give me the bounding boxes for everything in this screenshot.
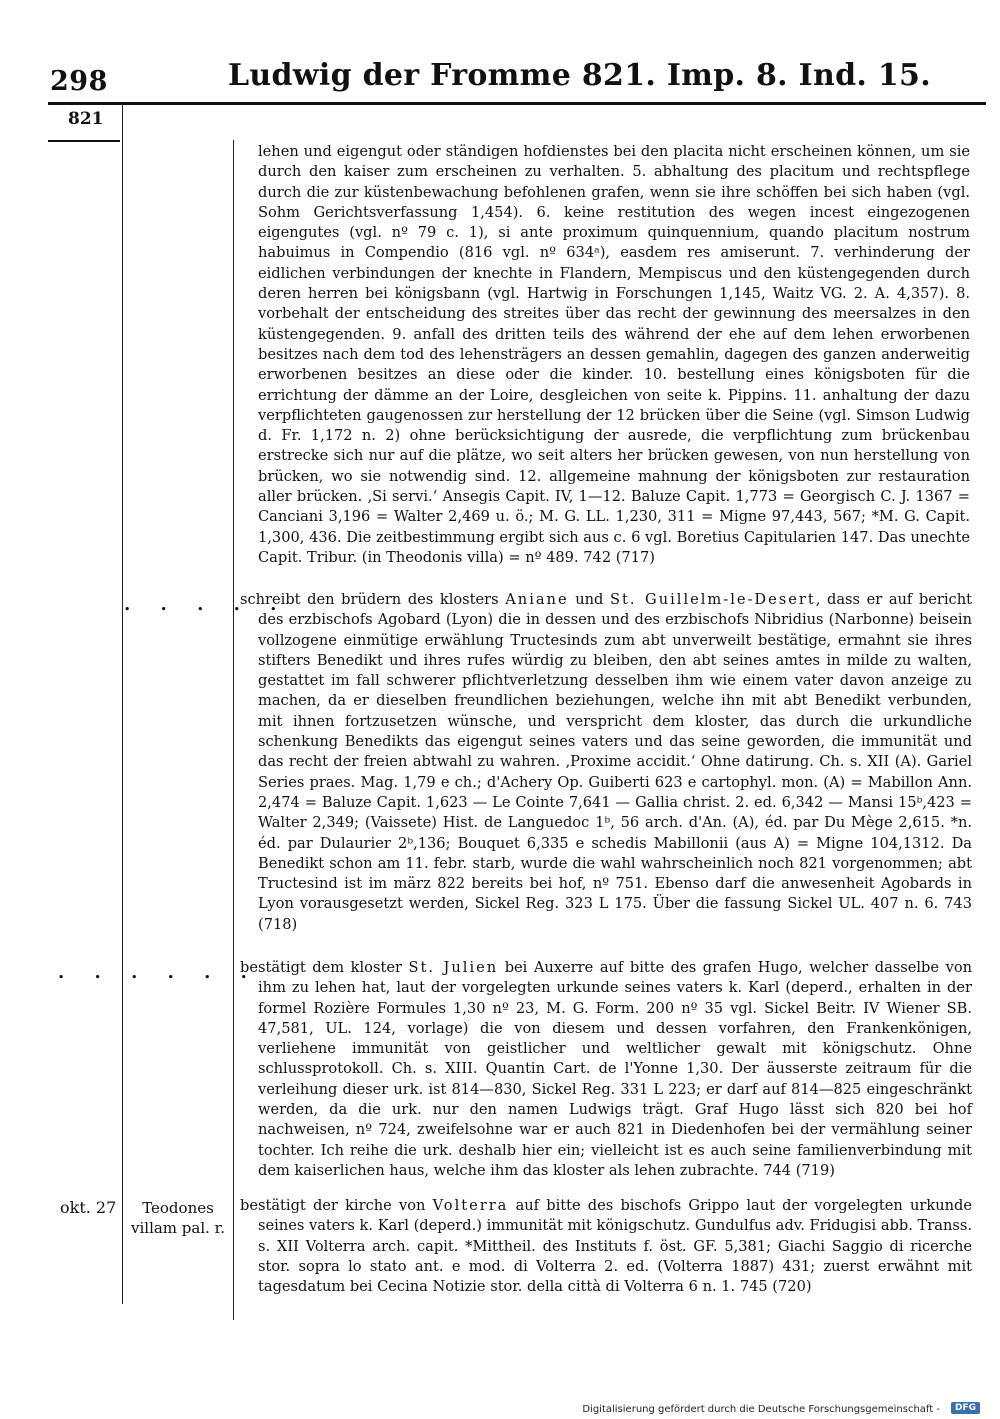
entry-743-place-aniane: Aniane [505,591,569,608]
page-number: 298 [50,66,108,97]
year-underline [48,140,120,142]
entry-745-place: Teodones villam pal. r. [131,1199,225,1237]
entry-744-place: St. Julien [408,959,499,976]
entry-745-body: auf bitte des bischofs Grippo laut der vorgelegten urkunde seines vaters k. Karl (deperd.) immunität mit königschutz. Gundulfus adv. Fridugisi abb. Transs. s. XII Volterra arch. capit. *Mittheil. des Instituts f. öst. GF. 5,381; Giachi Saggio di ricerche stor. sopra lo stato ant. e mod. di Volterra 2. ed. (Volterra 1887) 431; zuerst erwähnt mit tagesdatum bei Cecina Notizie stor. della città di Volterra 6 n. 1. 745 (720) [258,1197,972,1296]
entry-744-lead: bestätigt dem kloster [240,959,409,976]
entry-743-mid: und [568,591,610,608]
header-rule [48,102,986,105]
running-title: Ludwig der Fromme 821. Imp. 8. Ind. 15. [228,58,931,93]
entry-744-margin-dots: . . . . . . [58,962,259,983]
date-column-rule [122,104,123,1304]
dfg-logo: DFG [951,1402,980,1414]
entry-743-text [240,590,972,935]
entry-742-text: lehen und eigengut oder ständigen hofdienstes bei den placita nicht erscheinen können, um sie durch den kaiser zum erscheinen zu verhalten. 5. abhaltung des placitum und rechtspflege durch die zur küstenbewachung befohlenen grafen, wenn sie ihre schöffen bei sich haben (vgl. Sohm Gerichtsverfassung 1,454). 6. keine restitution des wegen incest eingezogenen eigengutes (vgl. nº 79 c. 1), si ante proximum quinquennium, quando placitum nostrum habuimus in Compendio (816 vgl. nº 634ᵃ), easdem res amiserunt. 7. verhinderung der eidlichen verbindungen der knechte in Flandern, Mempiscus und den küstengegenden durch deren herren bei königsbann (vgl. Hartwig in Forschungen 1,145, Waitz VG. 2. A. 4,357). 8. vorbehalt der entscheidung des streites über das recht der gewinnung des meersalzes in den küstengegenden. 9. anfall des dritten teils des während der ehe auf dem lehen erworbenen besitzes nach dem tod des lehensträgers an dessen gemahlin, dagegen des ganzen anderweitig erworbenen besitzes an diese oder die kinder. 10. bestellung eines königsboten für die errichtung der dämme an der Loire, desgleichen von seite k. Pippins. 11. anhaltung der dazu verpflichteten gaugenossen zur herstellung der 12 brücken über die Seine (vgl. Simson Ludwig d. Fr. 1,172 n. 2) ohne berücksichtigung der ausrede, die verpflichtung zum brückenbau erstrecke sich nur auf die plätze, wo seit alters her brücken gewesen, von nun herstellung von brücken, wo sie notwendig sind. 12. allgemeine mahnung der königsboten zur restauration aller brücken. ‚Si servi.‘ Ansegis Capit. IV, 1—12. Baluze Capit. 1,773 = Georgisch C. J. 1367 = Canciani 3,196 = Walter 2,469 u. ö.; M. G. LL. 1,230, 311 = Migne 97,443, 567; *M. G. Capit. 1,300, 436. Die zeitbestimmung ergibt sich aus c. 6 vgl. Boretius Capitularien 147. Das unechte Capit. Tribur. (in Theodonis villa) = nº 489. 742 (717) [258,143,970,566]
entry-743-lead: schreibt den brüdern des klosters [240,591,506,608]
digitization-credit: Digitalisierung gefördert durch die Deutsche Forschungsgemeinschaft - [582,1404,940,1415]
entry-745-lead: bestätigt der kirche von [240,1197,433,1214]
entry-745-date: okt. 27 [60,1198,117,1217]
entry-744-body: bei Auxerre auf bitte des grafen Hugo, welcher dasselbe von ihm zu lehen hat, laut der vorgelegten urkunde seines vaters k. Karl (deperd., erhalten in der formel Rozière Formules 1,30 nº 23, M. G. Form. 200 nº 35 vgl. Sickel Beitr. IV Wiener SB. 47,581, UL. 124, vorlage) die von diesem und dessen vorfahren, den Frankenkönigen, verliehene immunität von geistlicher und weltlicher gewalt mit königschutz. Ohne schlussprotokoll. Ch. s. XIII. Quantin Cart. de l'Yonne 1,30. Der äusserste zeitraum für die verleihung dieser urk. ist 814—830, Sickel Reg. 331 L 223; er darf auf 814—825 eingeschränkt werden, da die urk. nur den namen Ludwigs trägt. Graf Hugo lässt sich 820 bei hof nachweisen, nº 724, zweifelsohne war er auch 821 in Diedenhofen bei der vermählung seiner tochter. Ich reihe die urk. deshalb hier ein; vielleicht ist es auch seine familienverbindung mit dem kaiserlichen haus, welche ihm das kloster als lehen zubrachte. 744 (719) [258,959,972,1179]
entry-743-place-guillelm: St. Guillelm-le-Desert [609,591,816,608]
entry-745-place-volterra: Volterra [432,1197,509,1214]
entry-743-body: , dass er auf bericht des erzbischofs Agobard (Lyon) die in dessen und des erzbischofs Nibridius (Narbonne) beisein vollzogene einmütige erwählung Tructesinds zum abt unverweilt bestätige, ermahnt sie ihres stifters Benedikt und ihres rufes würdig zu bleiben, den abt seines amtes in milde zu walten, gestattet im fall schwerer pflichtverletzung desselben ihm wie einem vater davon anzeige zu machen, da er dieselben freundlichen beziehungen, welche ihn mit abt Benedikt verbunden, mit ihnen fortzusetzen wünsche, und verspricht dem kloster, das durch die urkundliche schenkung Benedikts das eigengut seines vaters und das seine geworden, die immunität und das recht der freien abtwahl zu wahren. ‚Proxime accidit.‘ Ohne datirung. Ch. s. XII (A). Gariel Series praes. Mag. 1,79 e ch.; d'Achery Op. Guiberti 623 e cartophyl. mon. (A) = Mabillon Ann. 2,474 = Baluze Capit. 1,623 — Le Cointe 7,641 — Gallia christ. 2. ed. 6,342 — Mansi 15ᵇ,423 = Walter 2,349; (Vaissete) Hist. de Languedoc 1ᵇ, 56 arch. d'An. (A), éd. par Du Mège 2,615. *n. éd. par Dulaurier 2ᵇ,136; Bouquet 6,335 e schedis Mabillonii (aus A) = Migne 104,1312. Da Benedikt schon am 11. febr. starb, wurde die wahl wahrscheinlich noch 821 vorgenommen; abt Tructesind ist im märz 822 bereits bei hof, nº 751. Ebenso darf die anwesenheit Agobards in Lyon vorausgesetzt werden, Sickel Reg. 323 L 175. Über die fassung Sickel UL. 407 n. 6. 743 (718) [258,591,972,933]
entry-744-text [240,958,972,1181]
entry-743-margin-dots: . . . . . [124,594,289,615]
place-column-rule [233,140,234,1320]
entry-745-text [240,1196,972,1297]
margin-year: 821 [68,109,104,129]
